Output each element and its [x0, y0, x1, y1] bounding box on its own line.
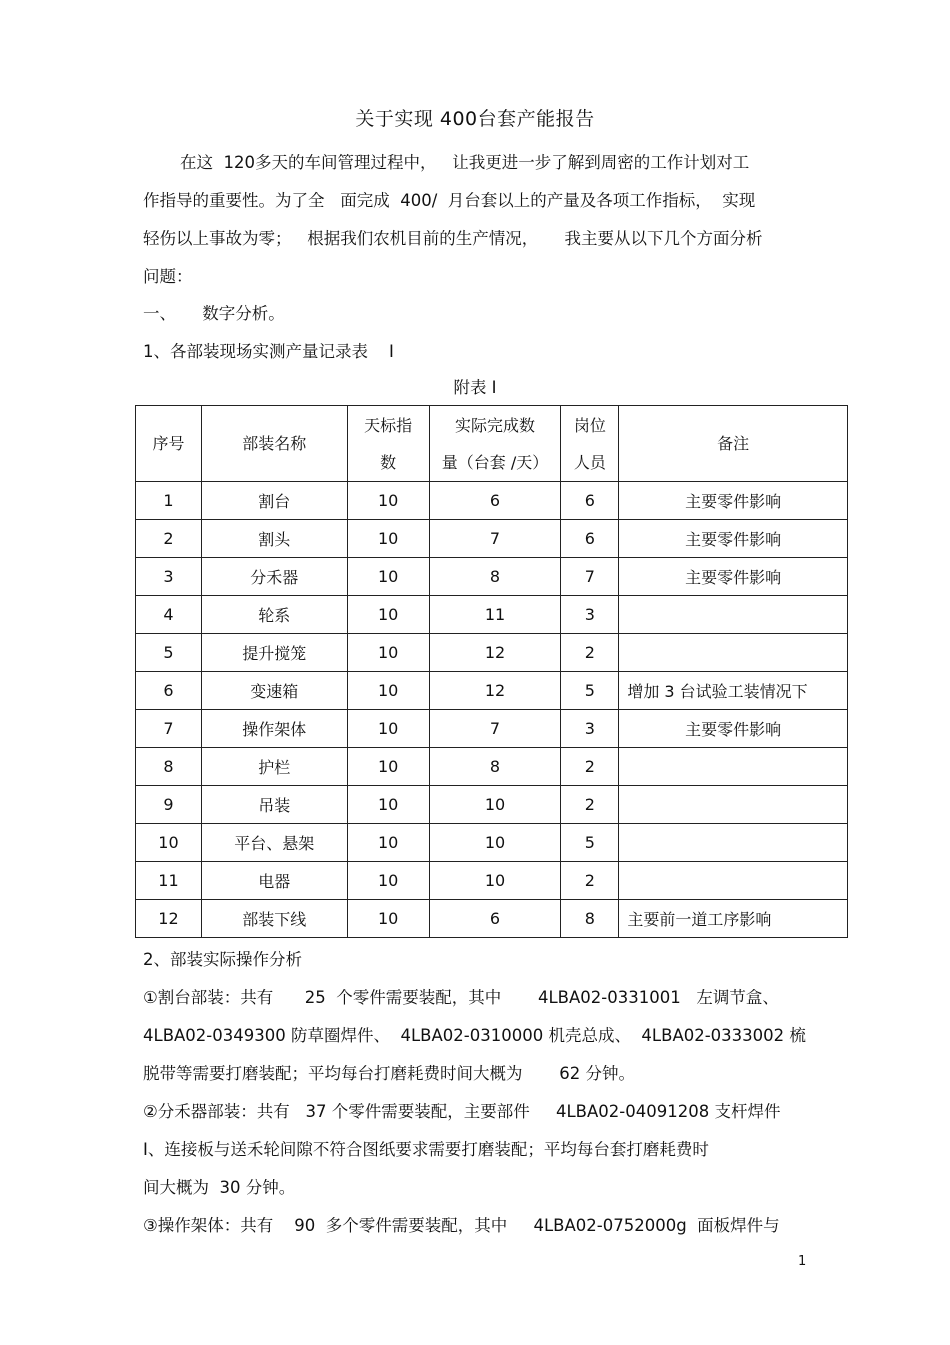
cell-target: 10	[347, 672, 429, 710]
cell-no: 5	[136, 634, 202, 672]
header-note: 备注	[619, 406, 848, 482]
cell-note	[619, 596, 848, 634]
cell-target: 10	[347, 900, 429, 938]
table-row	[136, 710, 848, 748]
cell-target: 10	[347, 482, 429, 520]
header-actual-line2: 量（台套 /天）	[441, 452, 549, 472]
cell-staff: 3	[561, 596, 619, 634]
cell-name: 变速箱	[201, 672, 347, 710]
cell-target: 10	[347, 558, 429, 596]
cell-staff: 2	[561, 634, 619, 672]
analysis-section	[143, 941, 833, 1245]
cell-note	[619, 634, 848, 672]
cell-no: 7	[136, 710, 202, 748]
cell-no: 2	[136, 520, 202, 558]
cell-target: 10	[347, 710, 429, 748]
header-staff-line1: 岗位	[573, 415, 606, 435]
cell-name: 分禾器	[201, 558, 347, 596]
cell-name: 割头	[201, 520, 347, 558]
cell-target: 10	[347, 786, 429, 824]
table-row	[136, 520, 848, 558]
table-caption: 附表 I	[453, 378, 497, 397]
table-row	[136, 482, 848, 520]
table-row	[136, 596, 848, 634]
intro-paragraph	[143, 144, 823, 296]
cell-staff: 5	[561, 672, 619, 710]
cell-actual: 6	[429, 900, 561, 938]
cell-target: 10	[347, 596, 429, 634]
page-number: 1	[798, 1254, 807, 1269]
cell-note: 主要零件影响	[619, 558, 848, 596]
cell-target: 10	[347, 520, 429, 558]
header-actual	[429, 406, 561, 482]
cell-no: 4	[136, 596, 202, 634]
cell-actual: 10	[429, 862, 561, 900]
table-row	[136, 900, 848, 938]
cell-actual: 11	[429, 596, 561, 634]
cell-note	[619, 748, 848, 786]
cell-no: 11	[136, 862, 202, 900]
intro-line: 作指导的重要性。为了全 面完成 400/ 月台套以上的产量及各项工作指标， 实现	[143, 191, 756, 210]
cell-staff: 6	[561, 482, 619, 520]
analysis-line: I、连接板与送禾轮间隙不符合图纸要求需要打磨装配；平均每台套打磨耗费时	[143, 1140, 709, 1159]
cell-note: 主要零件影响	[619, 710, 848, 748]
cell-staff: 2	[561, 748, 619, 786]
analysis-line: ②分禾器部装：共有 37 个零件需要装配，主要部件 4LBA02-04091208 支杆焊件	[143, 1102, 781, 1121]
cell-actual: 8	[429, 748, 561, 786]
section-heading: 一、 数字分析。	[143, 304, 285, 323]
production-record-table	[135, 405, 848, 938]
cell-name: 割台	[201, 482, 347, 520]
cell-note: 增加 3 台试验工装情况下	[619, 672, 848, 710]
analysis-line: 4LBA02-0349300 防草圈焊件、 4LBA02-0310000 机壳总成、 4LBA02-0333002 梳	[143, 1026, 806, 1045]
cell-note: 主要零件影响	[619, 482, 848, 520]
cell-staff: 2	[561, 862, 619, 900]
header-no: 序号	[136, 406, 202, 482]
analysis-line: 间大概为 30 分钟。	[143, 1178, 296, 1197]
table-row	[136, 824, 848, 862]
cell-staff: 5	[561, 824, 619, 862]
cell-no: 8	[136, 748, 202, 786]
analysis-line: ①割台部装：共有 25 个零件需要装配，其中 4LBA02-0331001 左调节盒、	[143, 988, 779, 1007]
cell-actual: 7	[429, 520, 561, 558]
intro-line: 轻伤以上事故为零； 根据我们农机目前的生产情况， 我主要从以下几个方面分析	[143, 229, 763, 248]
cell-name: 电器	[201, 862, 347, 900]
subsection-heading: 1、各部装现场实测产量记录表 I	[143, 342, 394, 361]
header-target	[347, 406, 429, 482]
cell-actual: 6	[429, 482, 561, 520]
cell-target: 10	[347, 634, 429, 672]
cell-name: 操作架体	[201, 710, 347, 748]
cell-staff: 7	[561, 558, 619, 596]
table-row	[136, 558, 848, 596]
report-title: 关于实现 400台套产能报告	[355, 108, 595, 130]
cell-target: 10	[347, 862, 429, 900]
cell-actual: 10	[429, 786, 561, 824]
cell-no: 12	[136, 900, 202, 938]
table-row	[136, 748, 848, 786]
cell-note: 主要前一道工序影响	[619, 900, 848, 938]
cell-no: 1	[136, 482, 202, 520]
cell-staff: 6	[561, 520, 619, 558]
table-header-row	[136, 406, 848, 482]
cell-no: 3	[136, 558, 202, 596]
cell-note	[619, 786, 848, 824]
cell-name: 吊装	[201, 786, 347, 824]
cell-note	[619, 824, 848, 862]
table-row	[136, 672, 848, 710]
header-target-line1: 天标指	[364, 415, 413, 435]
cell-staff: 3	[561, 710, 619, 748]
cell-name: 平台、悬架	[201, 824, 347, 862]
cell-actual: 12	[429, 634, 561, 672]
analysis-line: ③操作架体：共有 90 多个零件需要装配，其中 4LBA02-0752000g 面板焊件与	[143, 1216, 780, 1235]
table-row	[136, 634, 848, 672]
cell-name: 部装下线	[201, 900, 347, 938]
cell-actual: 7	[429, 710, 561, 748]
header-staff-line2: 人员	[573, 452, 606, 472]
cell-actual: 10	[429, 824, 561, 862]
cell-note	[619, 862, 848, 900]
cell-no: 6	[136, 672, 202, 710]
cell-actual: 12	[429, 672, 561, 710]
table-row	[136, 862, 848, 900]
cell-no: 9	[136, 786, 202, 824]
cell-name: 轮系	[201, 596, 347, 634]
cell-target: 10	[347, 824, 429, 862]
intro-line: 问题：	[143, 267, 193, 286]
header-name: 部装名称	[201, 406, 347, 482]
cell-staff: 2	[561, 786, 619, 824]
header-actual-line1: 实际完成数	[454, 415, 535, 435]
analysis-line: 2、部装实际操作分析	[143, 950, 302, 969]
cell-note: 主要零件影响	[619, 520, 848, 558]
cell-staff: 8	[561, 900, 619, 938]
table-row	[136, 786, 848, 824]
cell-target: 10	[347, 748, 429, 786]
intro-line: 在这 120多天的车间管理过程中， 让我更进一步了解到周密的工作计划对工	[180, 153, 750, 172]
cell-actual: 8	[429, 558, 561, 596]
cell-no: 10	[136, 824, 202, 862]
cell-name: 护栏	[201, 748, 347, 786]
header-target-line2: 数	[380, 452, 397, 472]
header-staff	[561, 406, 619, 482]
cell-name: 提升搅笼	[201, 634, 347, 672]
analysis-line: 脱带等需要打磨装配；平均每台打磨耗费时间大概为 62 分钟。	[143, 1064, 635, 1083]
